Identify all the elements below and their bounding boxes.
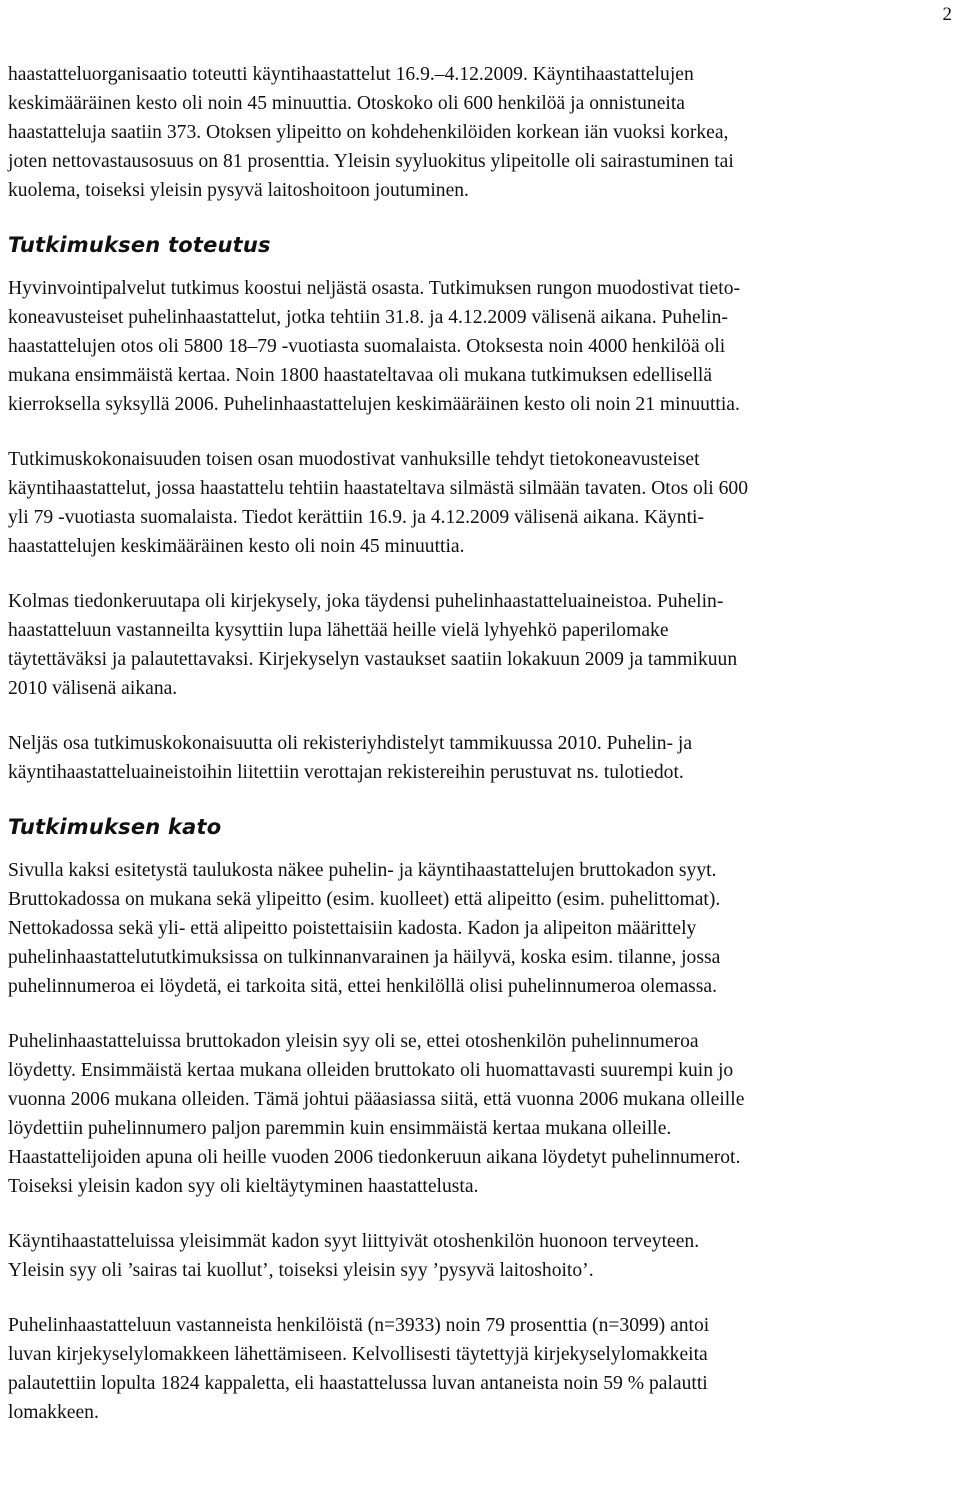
text-line: Tutkimuskokonaisuuden toisen osan muodostivat vanhuksille tehdyt tietokoneavusteiset bbox=[8, 449, 700, 470]
text-line: haastatteluja saatiin 373. Otoksen ylipeitto on kohdehenkilöiden korkean iän vuoksi korkea, bbox=[8, 122, 729, 143]
text-line: joten nettovastausosuus on 81 prosenttia. Yleisin syyluokitus ylipeitolle oli sairastuminen tai bbox=[8, 151, 734, 172]
text-line: haastattelujen keskimääräinen kesto oli noin 45 minuuttia. bbox=[8, 536, 465, 557]
paragraph bbox=[8, 1311, 952, 1427]
section-heading-kato: Tutkimuksen kato bbox=[8, 815, 222, 839]
text-line: lomakkeen. bbox=[8, 1402, 99, 1423]
section-heading-toteutus: Tutkimuksen toteutus bbox=[8, 233, 271, 257]
text-line: löydettiin puhelinnumero paljon paremmin kuin ensimmäistä kertaa mukana olleille. bbox=[8, 1118, 672, 1139]
paragraph bbox=[8, 1227, 952, 1285]
text-line: haastatteluun vastanneilta kysyttiin lupa lähettää heille vielä lyhyehkö paperilomake bbox=[8, 620, 669, 641]
text-line: vuonna 2006 mukana olleiden. Tämä johtui pääasiassa siitä, että vuonna 2006 mukana olleille bbox=[8, 1089, 745, 1110]
paragraph bbox=[8, 729, 952, 787]
document-body bbox=[8, 60, 952, 1453]
text-line: Yleisin syy oli ’sairas tai kuollut’, toiseksi yleisin syy ’pysyvä laitoshoito’. bbox=[8, 1260, 594, 1281]
text-line: puhelinhaastattelututkimuksissa on tulkinnanvarainen ja häilyvä, koska esim. tilanne, jossa bbox=[8, 947, 721, 968]
intro-paragraph bbox=[8, 60, 952, 205]
text-line: palautettiin lopulta 1824 kappaletta, eli haastattelussa luvan antaneista noin 59 % palautti bbox=[8, 1373, 708, 1394]
paragraph bbox=[8, 274, 952, 419]
text-line: Haastattelijoiden apuna oli heille vuoden 2006 tiedonkeruun aikana löydetyt puhelinnumerot. bbox=[8, 1147, 741, 1168]
text-line: Hyvinvointipalvelut tutkimus koostui neljästä osasta. Tutkimuksen rungon muodostivat tieto- bbox=[8, 278, 741, 299]
text-line: Toiseksi yleisin kadon syy oli kieltäytyminen haastattelusta. bbox=[8, 1176, 479, 1197]
text-line: kierroksella syksyllä 2006. Puhelinhaastattelujen keskimääräinen kesto oli noin 21 minuuttia. bbox=[8, 394, 740, 415]
text-line: käyntihaastatteluaineistoihin liitettiin verottajan rekistereihin perustuvat ns. tulotiedot. bbox=[8, 762, 684, 783]
text-line: 2010 välisenä aikana. bbox=[8, 678, 178, 699]
text-line: täytettäväksi ja palautettavaksi. Kirjekyselyn vastaukset saatiin lokakuun 2009 ja tammikuun bbox=[8, 649, 738, 670]
text-line: puhelinnumeroa ei löydetä, ei tarkoita sitä, ettei henkilöllä olisi puhelinnumeroa olemassa. bbox=[8, 976, 717, 997]
paragraph bbox=[8, 587, 952, 703]
text-line: luvan kirjekyselylomakkeen lähettämiseen. Kelvollisesti täytettyjä kirjekyselylomakkeita bbox=[8, 1344, 708, 1365]
paragraph bbox=[8, 445, 952, 561]
text-line: Neljäs osa tutkimuskokonaisuutta oli rekisteriyhdistelyt tammikuussa 2010. Puhelin- ja bbox=[8, 733, 693, 754]
text-line: Sivulla kaksi esitetystä taulukosta näkee puhelin- ja käyntihaastattelujen bruttokadon syyt. bbox=[8, 860, 717, 881]
text-line: Puhelinhaastatteluissa bruttokadon yleisin syy oli se, ettei otoshenkilön puhelinnumeroa bbox=[8, 1031, 699, 1052]
text-line: keskimääräinen kesto oli noin 45 minuuttia. Otoskoko oli 600 henkilöä ja onnistuneita bbox=[8, 93, 685, 114]
text-line: mukana ensimmäistä kertaa. Noin 1800 haastateltavaa oli mukana tutkimuksen edellisellä bbox=[8, 365, 713, 386]
paragraph bbox=[8, 856, 952, 1001]
text-line: koneavusteiset puhelinhaastattelut, jotka tehtiin 31.8. ja 4.12.2009 välisenä aikana. Puhelin- bbox=[8, 307, 728, 328]
text-line: yli 79 -vuotiasta suomalaista. Tiedot kerättiin 16.9. ja 4.12.2009 välisenä aikana. Käynti- bbox=[8, 507, 704, 528]
text-line: haastatteluorganisaatio toteutti käyntihaastattelut 16.9.–4.12.2009. Käyntihaastattelujen bbox=[8, 64, 694, 85]
text-line: löydetty. Ensimmäistä kertaa mukana olleiden bruttokato oli huomattavasti suurempi kuin jo bbox=[8, 1060, 734, 1081]
text-line: Puhelinhaastatteluun vastanneista henkilöistä (n=3933) noin 79 prosenttia (n=3099) antoi bbox=[8, 1315, 710, 1336]
page-number: 2 bbox=[942, 4, 952, 25]
paragraph bbox=[8, 1027, 952, 1201]
text-line: Käyntihaastatteluissa yleisimmät kadon syyt liittyivät otoshenkilön huonoon terveyteen. bbox=[8, 1231, 700, 1252]
text-line: Kolmas tiedonkeruutapa oli kirjekysely, joka täydensi puhelinhaastatteluaineistoa. Puhelin- bbox=[8, 591, 724, 612]
text-line: käyntihaastattelut, jossa haastattelu tehtiin haastateltava silmästä silmään tavaten. Otos oli 600 bbox=[8, 478, 749, 499]
text-line: Nettokadossa sekä yli- että alipeitto poistettaisiin kadosta. Kadon ja alipeiton määrittely bbox=[8, 918, 697, 939]
text-line: haastattelujen otos oli 5800 18–79 -vuotiasta suomalaista. Otoksesta noin 4000 henkilöä oli bbox=[8, 336, 726, 357]
text-line: Bruttokadossa on mukana sekä ylipeitto (esim. kuolleet) että alipeitto (esim. puhelittomat). bbox=[8, 889, 721, 910]
text-line: kuolema, toiseksi yleisin pysyvä laitoshoitoon joutuminen. bbox=[8, 180, 469, 201]
